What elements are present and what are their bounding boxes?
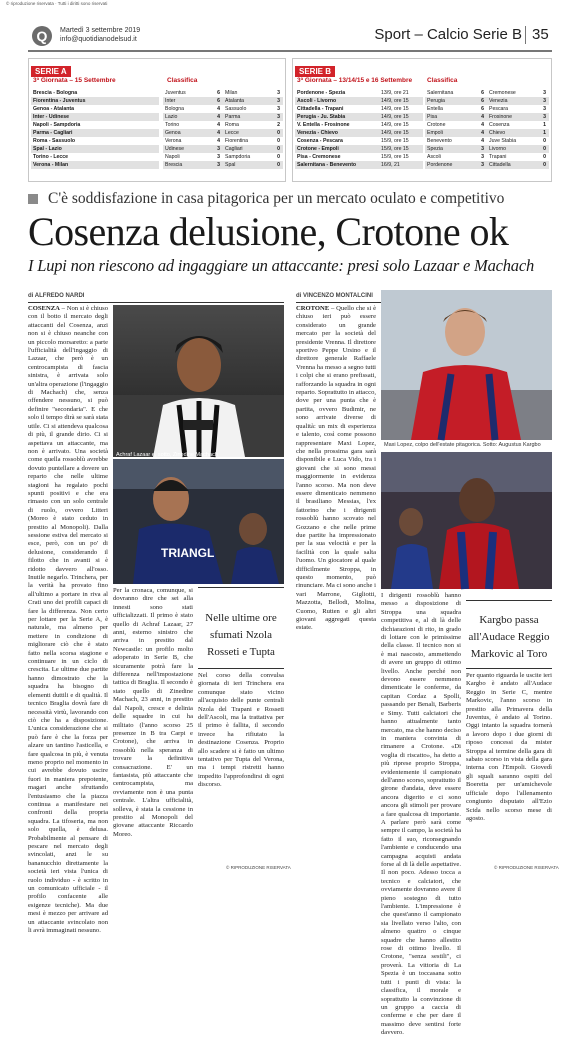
serie-b-standing-row: [487, 129, 549, 137]
byline-rule-left: [28, 302, 284, 303]
team-points: 3: [277, 114, 280, 120]
serie-a-fixture-row: [31, 161, 159, 169]
team-name: Pescara: [489, 106, 509, 112]
fixture-teams: Venezia - Chievo: [297, 130, 338, 136]
team-points: 4: [217, 106, 220, 112]
serie-a-standing-row: [223, 129, 283, 137]
team-name: Sassuolo: [225, 106, 247, 112]
team-name: Livorno: [489, 146, 507, 152]
team-points: 6: [217, 90, 220, 96]
team-name: Brescia: [165, 162, 183, 168]
photo-maxi-lopez: [381, 290, 552, 440]
serie-b-fixture-row: [295, 145, 423, 153]
reproduction-notice: © riproduzione riservata · Tutti i diritti sono riservati: [6, 1, 108, 6]
team-points: 4: [481, 114, 484, 120]
team-name: Cremonese: [489, 90, 516, 96]
serie-b-standing-row: [425, 145, 487, 153]
crotone-body-2: I dirigenti rossoblù hanno messo a disposizione di Stroppa una squadra competitiva e, al di là delle dichiarazioni di rito, in grado di lottare con le primissime della classe. Il tecnico non si è mai nascosto, ammettendo di avere un gruppo di ottimo livello. Anche perché non devono essere nemmeno dimenticate le conferme, da capitan Cordaz a Spolli, passando per Benali, Barberis e Simy. Tutti calciatori che hanno attualmente tanto mercato, ma che hanno deciso in maniera convinta di rimanere a Crotone. «Di voglia di riscatto», ha detto a più riprese proprio Stroppa, evidentemente il campionato dell'anno scorso, soprattutto il girone d'andata, deve essere ancora digerito e ci sono ancora gli stimoli per provare a fare qualcosa di importante. A parlare però sarà come sempre il campo, la società ha fatto il suo, riconsegnando l'ambiente e conducendo una campagna acquisti andata forse al di là delle aspettative. Il non poco.: [381, 592, 461, 877]
fixture-teams: Spal - Lazio: [33, 146, 62, 152]
team-points: 3: [217, 162, 220, 168]
serie-a-standing-row: [223, 137, 283, 145]
team-points: 0: [543, 162, 546, 168]
issue-date: Martedì 3 settembre 2019: [60, 27, 141, 34]
serie-b-standings-left: [425, 89, 487, 169]
fixture-teams: V. Entella - Frosinone: [297, 122, 350, 128]
serie-a-fixture-row: [31, 89, 159, 97]
fixture-teams: Roma - Sassuolo: [33, 138, 76, 144]
cosenza-dateline: COSENZA: [28, 305, 60, 312]
team-points: 0: [277, 130, 280, 136]
serie-a-standing-row: [223, 145, 283, 153]
serie-a-fixture-row: [31, 121, 159, 129]
serie-b-standing-row: [425, 89, 487, 97]
fixture-teams: Salernitana - Benevento: [297, 162, 357, 168]
team-points: 2: [277, 122, 280, 128]
article-subheadline: I Lupi non riescono ad ingaggiare un attaccante: presi solo Lazaar e Machach: [28, 256, 535, 275]
serie-a-standings-right: [223, 89, 283, 169]
serie-a-standing-row: [163, 121, 223, 129]
fixture-teams: Perugia - Ju. Stabia: [297, 114, 346, 120]
serie-b-fixture-row: [295, 89, 423, 97]
team-name: Roma: [225, 122, 239, 128]
team-name: Juve Stabia: [489, 138, 517, 144]
serie-b-round: 3ª Giornata – 13/14/15 e 16 Settembre: [297, 77, 413, 84]
caption-left: Achraf Lazaar e, sotto, Zinedine Machach: [116, 452, 218, 458]
cosenza-body-2: Per la cronaca, comunque, si dovranno dire che sei alla innesti sono stati ufficializzati. Il primo è stato quello di Achraf Lazaar, 27 anni, esterno sinistro che arriva in prestito dal Newcastle: un profilo molto adoperato in Serie B, che sicuramente potrà fare la differenza nell'impostazione tattica di Braglia. Il secondo è stato quello di Zinedine Machach, 23 anni, in prestito dal Napoli, cresce e delinia delle squadre in cui ha militato (l'anno scorso 25 presenze in B tra Carpi e Crotone), che arriva in rossoblù nella speranza di trovare la definitiva consacrazione. E' un fantasista, più attaccante che centrocampista, ma ovviamente non è una punta centrale. L'altra ufficialità, solleva, è stata la cessione in prestito al Monopoli del giovane attaccante Riccardo Moreo.: [113, 587, 193, 838]
caption-right: Maxi Lopez, colpo dell'estate pitagorica. Sotto: Augustus Kargbo: [384, 442, 541, 448]
serie-a-standing-row: [163, 129, 223, 137]
team-name: Crotone: [427, 122, 446, 128]
team-name: Spal: [225, 162, 236, 168]
serie-b-standing-row: [425, 105, 487, 113]
fixture-teams: Brescia - Bologna: [33, 90, 78, 96]
team-name: Inter: [165, 98, 176, 104]
serie-a-fixtures: [31, 89, 159, 169]
serie-a-standing-row: [163, 153, 223, 161]
fixture-time: 13/9, ore 21: [381, 90, 409, 96]
serie-a-fixture-row: [31, 153, 159, 161]
team-points: 3: [481, 162, 484, 168]
fixture-teams: Pordenone - Spezia: [297, 90, 346, 96]
kicker-square-icon: [28, 194, 38, 204]
serie-b-fixture-row: [295, 153, 423, 161]
fixture-time: 14/9, ore 15: [381, 122, 409, 128]
serie-a-fixture-row: [31, 145, 159, 153]
team-name: Bologna: [165, 106, 185, 112]
team-name: Cittadella: [489, 162, 511, 168]
fixture-teams: Inter - Udinese: [33, 114, 70, 120]
team-points: 4: [481, 122, 484, 128]
team-points: 4: [217, 130, 220, 136]
contact-email[interactable]: info@quotidianodelsud.it: [60, 36, 137, 43]
serie-b-fixture-row: [295, 161, 423, 169]
svg-text:TRIANGL: TRIANGL: [161, 546, 215, 560]
serie-b-fixture-row: [295, 121, 423, 129]
fixture-teams: Fiorentina - Juventus: [33, 98, 86, 104]
team-points: 6: [481, 106, 484, 112]
team-name: Entella: [427, 106, 443, 112]
team-name: Benevento: [427, 138, 452, 144]
team-points: 3: [217, 154, 220, 160]
serie-a-standing-row: [223, 113, 283, 121]
team-name: Genoa: [165, 130, 181, 136]
serie-a-fixture-row: [31, 97, 159, 105]
serie-a-standing-row: [163, 161, 223, 169]
team-points: 0: [543, 138, 546, 144]
fixture-teams: Napoli - Sampdoria: [33, 122, 81, 128]
serie-a-standing-row: [223, 153, 283, 161]
team-name: Torino: [165, 122, 180, 128]
team-name: Napoli: [165, 154, 180, 160]
crotone-column-2: [381, 592, 461, 1037]
team-points: 0: [277, 154, 280, 160]
team-points: 3: [217, 146, 220, 152]
crotone-dateline: CROTONE: [296, 305, 330, 312]
serie-a-standing-row: [223, 121, 283, 129]
team-points: 3: [277, 106, 280, 112]
serie-b-standing-row: [425, 161, 487, 169]
serie-a-standing-row: [163, 137, 223, 145]
team-points: 4: [481, 130, 484, 136]
pull-spacer-right: [466, 592, 552, 672]
team-name: Cosenza: [489, 122, 510, 128]
cosenza-body: – Non si è chiuso con il botto il mercato degli attaccanti del Cosenza, anzi non si è chiuso neanche con un piccolo morsaretto: a parte l'ufficialità dell'ingaggio di Lazaar, che però è un centrocampista di fascia sinistra, è arrivata solo un'altra operazione (l'ingaggio di Machach) che, senza offendere nessuno, si può definire "secondaria". E che solo il tempo dirà se sarà stata utile. Ci si attendeva qualcosa di più, il grande dirio. Ci si aspettava un attaccante, ma non è arrivato. Una società come quella rossoblù avrebbe dovuto puntellare a dovere un reparto che nelle ultime stagioni ha regalato pochi spunti positivi e che era rimasto con un solo centrale di ruolo, ovvero Litteri (Moreo è stato ceduto in prestito al Monopoli). Dalla sessione estiva del mercato si esce, però, con un po' di delusione, considerando il filotto che in avanti si è ridotto davvero all'osso. Inutile negarlo. Trinchera, per la verità ha provato fino all'ultimo a portare in riva al Crati uno dei profili capaci di fare la differenza. Non certo per lottare per la Serie A, è naturale, ma almeno per mettere in condizione di migliorare ciò che è stato fatto nella scorsa stagione e continuare in un ciclo di crescita. Le ultime due partite hanno dimostrato che la squadra ha bisogno di elementi duttili e di qualità. Il tecnico Braglia dovrà fare di necessità virtù, lavorando con ciò che ha a disposizione. L'unica considerazione che si può fare è che la forza per alzare un tantino l'asticella, e fare qualcosa in più, è venuta meno proprio nel momento in cui avrebbe dovuto uscire fuori in maniera prepotente, magari anche sfruttando l'entusiasmo che la piazza continua a manifestare nei confronti della propria squadra. La tifoseria, ma non solo quella, è delusa. Probabilmente al pensare di pescare nel mercato degli svincolati, anzi le su bananucchio direttamente la società ieri vista l'unica di ruolo individuo - è scritto in un comunicato ufficiale - il profilo confacente alle esigenze tecniche). Ma due mesi è mezzo per arrivare ad un attaccante svincolato non li avrà immaginati nessuno.: [28, 305, 109, 935]
serie-a-fixture-row: [31, 105, 159, 113]
team-name: Venezia: [489, 98, 508, 104]
serie-b-standing-row: [425, 153, 487, 161]
page-number: 35: [532, 26, 549, 43]
team-points: 3: [543, 106, 546, 112]
article-kicker: C'è soddisfazione in casa pitagorica per un mercato oculato e competitivo: [48, 190, 505, 207]
team-points: 0: [543, 154, 546, 160]
team-name: Ascoli: [427, 154, 441, 160]
serie-a-standing-row: [223, 89, 283, 97]
article-headline: Cosenza delusione, Crotone ok: [28, 209, 509, 254]
fixture-time: 14/9, ore 15: [381, 98, 409, 104]
serie-a-standing-row: [223, 161, 283, 169]
crotone-body: – Quello che si è chiuso ieri può essere considerato un grande mercato per la società del presidente Vrenna. Il direttore sportivo Peppe Ursino e il direttore generale Raffaele Vrenna ha messo a segno tutti i colpi che si erano prefissati, rafforzando la squadra in ogni reparto. Soprattutto in attacco, dove per una punta che è partita, ovvero Budimir, ne sono arrivate diverse di qualità: un mix di esperienza e talento, così come possono rappresentare Maxi Lopez, che nella prossima gara sarà disponibile e Luca Vido, tra i giovani che si sono messi maggiormente in evidenza l'anno scorso. Ma non deve essere dimenticato nemmeno il brasiliano Messias, l'ex fattorino che i dirigenti rossoblù hanno scovato nel Gozzano e che nelle prime due partite ha impressionato per la sua velocità e per la facilità con la quale salta l'uomo. Un giocatore al quale difficilmente Stroppa, in questo momento, può rinunciare. Ma ci sono anche i vari Marrone, Gigliotti, Mazzotta, Bellodi, Molina, Cuomo, Rutten e gli altri giovani aggregati questa estate.: [296, 305, 377, 632]
serie-a-standing-row: [163, 89, 223, 97]
team-points: 1: [543, 122, 546, 128]
team-points: 6: [481, 98, 484, 104]
team-name: Verona: [165, 138, 182, 144]
serie-b-fixture-row: [295, 129, 423, 137]
serie-a-standing-row: [223, 105, 283, 113]
team-name: Pisa: [427, 114, 438, 120]
team-name: Milan: [225, 90, 238, 96]
serie-b-fixtures: [295, 89, 423, 169]
serie-b-standings-title: Classifica: [427, 77, 458, 84]
fixture-time: 15/9, ore 15: [381, 146, 409, 152]
team-name: Atalanta: [225, 98, 245, 104]
team-points: 3: [481, 146, 484, 152]
team-points: 3: [481, 154, 484, 160]
serie-b-box: [292, 58, 552, 182]
serie-b-standing-row: [425, 137, 487, 145]
serie-a-standing-row: [163, 105, 223, 113]
serie-a-standings-left: [163, 89, 223, 169]
fixture-time: 15/9, ore 15: [381, 138, 409, 144]
serie-b-standing-row: [487, 97, 549, 105]
serie-b-standing-row: [487, 113, 549, 121]
team-name: Pordenone: [427, 162, 453, 168]
team-points: 4: [481, 138, 484, 144]
fixture-time: 14/9, ore 15: [381, 106, 409, 112]
serie-b-tag: SERIE B: [295, 66, 335, 77]
fixture-teams: Cittadella - Trapani: [297, 106, 344, 112]
fixture-teams: Torino - Lecce: [33, 154, 69, 160]
cosenza-column-1: [28, 305, 109, 935]
crotone-column-3: [466, 592, 552, 870]
serie-b-standing-row: [425, 121, 487, 129]
pull-quote-left: Nelle ultime ore sfumati Nzola Rosseti e Tupta: [205, 612, 277, 658]
team-points: 3: [543, 114, 546, 120]
fixture-time: 14/9, ore 15: [381, 114, 409, 120]
serie-b-standing-row: [487, 161, 549, 169]
fixture-time: 14/9, ore 15: [381, 130, 409, 136]
team-name: Spezia: [427, 146, 443, 152]
photo-machach: [113, 459, 284, 584]
team-points: 1: [543, 130, 546, 136]
fixture-teams: Ascoli - Livorno: [297, 98, 337, 104]
fixture-teams: Cosenza - Pescara: [297, 138, 343, 144]
team-name: Parma: [225, 114, 241, 120]
fixture-teams: Verona - Milan: [33, 162, 69, 168]
serie-a-round: 3ª Giornata – 15 Settembre: [33, 77, 116, 84]
team-points: 6: [217, 98, 220, 104]
photo-kargbo: [381, 452, 552, 589]
team-name: Empoli: [427, 130, 443, 136]
serie-b-fixture-row: [295, 137, 423, 145]
serie-b-standing-row: [425, 129, 487, 137]
team-points: 3: [277, 90, 280, 96]
serie-a-box: [28, 58, 286, 182]
footer-right: © RIPRODUZIONE RISERVATA: [494, 865, 559, 870]
team-points: 4: [217, 114, 220, 120]
team-name: Juventus: [165, 90, 186, 96]
serie-b-standing-row: [487, 137, 549, 145]
serie-a-fixture-row: [31, 129, 159, 137]
serie-a-standings-title: Classifica: [167, 77, 198, 84]
team-name: Trapani: [489, 154, 507, 160]
team-points: 4: [217, 138, 220, 144]
serie-a-fixture-row: [31, 137, 159, 145]
team-points: 0: [277, 138, 280, 144]
team-points: 4: [217, 122, 220, 128]
team-name: Udinese: [165, 146, 185, 152]
team-name: Chievo: [489, 130, 506, 136]
crotone-column-1: [296, 305, 376, 865]
team-points: 3: [543, 90, 546, 96]
team-name: Lazio: [165, 114, 178, 120]
crotone-body-4: Per quanto riguarda le uscite ieri Kargbo è andato all'Audace Reggio in Serie C, mentre Markovic, l'anno scorso in prestito alla Primavera della Juventus, è andato al Torino. Oggi intanto la squadra tornerà a lavoro dopo i due giorni di riposo concessi da mister Stroppa al termine della gara di sabato scorso in vista della gara interna con l'Empoli. Giovedì gli squali saranno ospiti del Boeretta per un'amichevole ufficiale dopo l'allenamento congiunto disputato all'Ezio Scida nello scorso mese di agosto.: [466, 672, 552, 822]
serie-b-fixture-row: [295, 105, 423, 113]
photo-lazaar: [113, 305, 284, 457]
serie-b-standing-row: [425, 97, 487, 105]
header-rule: [28, 50, 552, 52]
byline-right: di VINCENZO MONTALCINI: [296, 293, 373, 299]
team-points: 0: [543, 146, 546, 152]
team-points: 3: [543, 98, 546, 104]
team-name: Cagliari: [225, 146, 243, 152]
serie-a-standing-row: [163, 113, 223, 121]
serie-a-standing-row: [163, 145, 223, 153]
header-divider: [525, 26, 526, 44]
team-name: Sampdoria: [225, 154, 251, 160]
pull-quote-right: Kargbo passa all'Audace Reggio Markovic al Toro: [468, 614, 550, 660]
serie-a-standing-row: [163, 97, 223, 105]
team-points: 0: [277, 146, 280, 152]
serie-b-standings-right: [487, 89, 549, 169]
fixture-teams: Genoa - Atalanta: [33, 106, 75, 112]
fixture-teams: Pisa - Cremonese: [297, 154, 341, 160]
team-name: Lecce: [225, 130, 239, 136]
serie-b-standing-row: [487, 121, 549, 129]
serie-b-fixture-row: [295, 97, 423, 105]
fixture-time: 15/9, ore 15: [381, 154, 409, 160]
serie-a-standing-row: [223, 97, 283, 105]
cosenza-column-3: [198, 586, 284, 870]
team-points: 6: [481, 90, 484, 96]
serie-b-standing-row: [487, 89, 549, 97]
fixture-time: 16/9, 21: [381, 162, 400, 168]
crotone-body-3: Adesso tocca a tecnico e calciatori, che ovviamente dovranno avere il pieno sostegno di tutto l'ambiente. L'impressione è che quest'anno il campionato sia livellato verso l'alto, con almeno quattro o cinque squadre che hanno allestito rose di ottimo livello. Il Crotone, "senza sestili", ci proverà. La vittoria di La Spezia è un toccasana sotto tutti i punti di vista: la classifica, il morale e soprattutto la convinzione di un gruppo a caccia di conferme e che per dare il massimo deve sentirsi forte davvero.: [381, 869, 461, 1037]
serie-b-standing-row: [487, 145, 549, 153]
pull-spacer: [198, 586, 284, 672]
serie-b-fixture-row: [295, 113, 423, 121]
team-name: Salernitana: [427, 90, 454, 96]
cosenza-column-2: [113, 587, 193, 865]
footer-left: © RIPRODUZIONE RISERVATA: [226, 865, 291, 870]
serie-b-standing-row: [425, 113, 487, 121]
byline-left: di ALFREDO NARDI: [28, 293, 85, 299]
team-points: 3: [277, 98, 280, 104]
serie-a-fixture-row: [31, 113, 159, 121]
serie-b-standing-row: [487, 153, 549, 161]
fixture-teams: Crotone - Empoli: [297, 146, 339, 152]
newspaper-logo-icon: Q: [32, 26, 52, 46]
serie-b-standing-row: [487, 105, 549, 113]
serie-a-tag: SERIE A: [31, 66, 71, 77]
team-name: Fiorentina: [225, 138, 249, 144]
team-name: Frosinone: [489, 114, 513, 120]
team-name: Perugia: [427, 98, 445, 104]
team-points: 0: [277, 162, 280, 168]
section-title: Sport – Calcio Serie B: [374, 26, 522, 43]
fixture-teams: Parma - Cagliari: [33, 130, 73, 136]
cosenza-body-3: Nel corso della convulsa giornata di ieri Trinchera era comunque stato vicino all'acquisto delle punte centrali Nzola del Trapani e Rosseti dell'Ascoli, ma la trattativa per il primo è fallita, il secondo invece ha rifiutato la destinazione Cosenza. Proprio allo scadere si è fatto un ultimo tentativo per Tupta del Verona, ma i tempi ristretti hanno impedito l'approfondirsi di ogni discorso.: [198, 672, 284, 789]
